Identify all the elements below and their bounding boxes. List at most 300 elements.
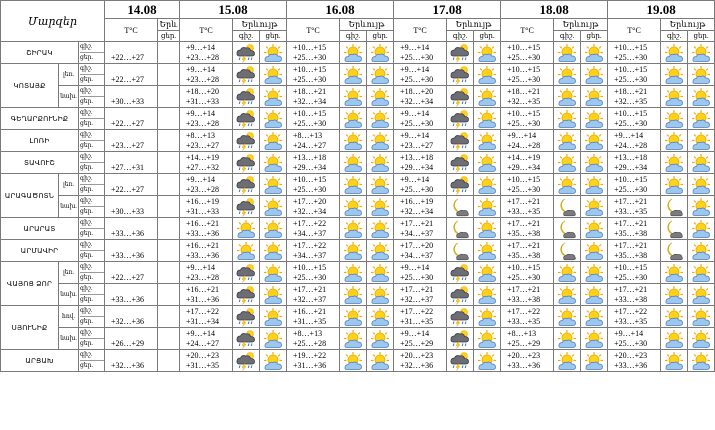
- temp-range: [608, 306, 661, 328]
- sun-cloud-icon: [581, 43, 607, 63]
- day-temp: +31…+33: [186, 206, 220, 216]
- weather-cell: [340, 174, 367, 196]
- night-temp: +17…+22: [186, 306, 220, 316]
- day-temp: +22…+27: [111, 184, 145, 194]
- temp-range: [608, 64, 661, 86]
- date-header: 15.08: [180, 1, 287, 19]
- night-temp: +16…+21: [186, 240, 220, 250]
- sun-cloud-icon: [474, 43, 500, 63]
- sun-cloud-icon: [554, 65, 580, 85]
- night-temp: +9…+14: [400, 174, 430, 184]
- day-temp: +24…+27: [186, 338, 220, 348]
- weather-header: Երևույթ: [554, 19, 608, 31]
- temp-range: [105, 130, 158, 152]
- sun-cloud-icon: [260, 65, 286, 85]
- day-temp: +25…+30: [507, 118, 541, 128]
- night-temp: +17…+21: [400, 218, 434, 228]
- night-temp: +9…+14: [614, 130, 644, 140]
- temp-range: [394, 218, 447, 240]
- night-temp: +17…+22: [400, 306, 434, 316]
- moon-cloud-icon: [661, 241, 687, 261]
- temp-range: [105, 152, 158, 174]
- weather-cell: [367, 152, 394, 174]
- zone-label: լեռ.: [59, 64, 79, 86]
- empty-cell: [158, 218, 180, 240]
- temp-range: [180, 130, 233, 152]
- day-temp: +29…+34: [614, 162, 648, 172]
- temp-range: [394, 42, 447, 64]
- day-temp: +25…+30: [507, 184, 541, 194]
- weather-cell: [688, 328, 715, 350]
- sun-cloud-icon: [367, 43, 393, 63]
- temp-range: [501, 108, 554, 130]
- temp-range: [608, 152, 661, 174]
- table-row: [1, 306, 715, 328]
- weather-cell: [661, 262, 688, 284]
- temp-range: [394, 86, 447, 108]
- night-temp: +16…+21: [186, 218, 220, 228]
- storm-cloud-icon: [233, 87, 259, 107]
- weather-cell: [340, 262, 367, 284]
- period-labels: [79, 130, 105, 152]
- night-temp: +9…+14: [186, 108, 216, 118]
- weather-cell: [367, 174, 394, 196]
- night-label: գիշ.: [80, 328, 104, 339]
- weather-cell: [340, 108, 367, 130]
- weather-cell: [688, 240, 715, 262]
- weather-cell: [688, 64, 715, 86]
- storm-cloud-icon: [447, 329, 473, 349]
- weather-cell: [661, 284, 688, 306]
- sun-cloud-icon: [340, 241, 366, 261]
- day-temp: +23…+28: [186, 74, 220, 84]
- temp-range: [105, 108, 158, 130]
- sun-cloud-icon: [367, 285, 393, 305]
- temp-range: [105, 262, 158, 284]
- night-temp: +10…+15: [614, 42, 648, 52]
- night-temp: +9…+14: [614, 328, 644, 338]
- zone-label: նախ.: [59, 284, 79, 306]
- day-temp: +25…+30: [400, 118, 434, 128]
- day-label: ցեր.: [80, 187, 93, 193]
- day-label: ցեր.: [80, 99, 93, 105]
- weather-cell: [447, 350, 474, 372]
- day-temp: +33…+35: [614, 206, 648, 216]
- night-temp: +10…+15: [507, 174, 541, 184]
- sun-cloud-icon: [260, 175, 286, 195]
- day-temp: +27…+31: [111, 162, 145, 172]
- weather-cell: [367, 262, 394, 284]
- weather-cell: [554, 174, 581, 196]
- period-labels: [79, 86, 105, 108]
- weather-cell: [581, 328, 608, 350]
- weather-cell: [367, 196, 394, 218]
- temp-range: [105, 240, 158, 262]
- sun-cloud-icon: [581, 263, 607, 283]
- sun-cloud-icon: [581, 307, 607, 327]
- weather-cell: [581, 42, 608, 64]
- weather-cell: [447, 130, 474, 152]
- temp-range: [501, 174, 554, 196]
- period-labels: [79, 42, 105, 64]
- weather-cell: [447, 174, 474, 196]
- day-subheader: ցեր.: [158, 31, 180, 42]
- sun-cloud-icon: [554, 307, 580, 327]
- day-temp: +32…+35: [614, 96, 648, 106]
- storm-cloud-icon: [447, 153, 473, 173]
- region-name: ԳԵՂԱՐՔՈՒՆԻՔ: [1, 108, 79, 130]
- sun-cloud-icon: [688, 65, 714, 85]
- moon-cloud-icon: [447, 197, 473, 217]
- sun-cloud-icon: [474, 175, 500, 195]
- table-row: [1, 174, 715, 196]
- weather-cell: [340, 240, 367, 262]
- weather-cell: [661, 152, 688, 174]
- temp-range: [287, 174, 340, 196]
- weather-cell: [581, 262, 608, 284]
- weather-cell: [233, 152, 260, 174]
- weather-cell: [260, 328, 287, 350]
- sun-cloud-icon: [554, 43, 580, 63]
- date-header: 16.08: [287, 1, 394, 19]
- storm-cloud-icon: [233, 65, 259, 85]
- weather-cell: [260, 284, 287, 306]
- sun-cloud-icon: [340, 65, 366, 85]
- sun-cloud-icon: [340, 197, 366, 217]
- temp-range: [180, 42, 233, 64]
- weather-cell: [581, 240, 608, 262]
- day-temp: +25…+30: [614, 118, 648, 128]
- day-temp: +32…+34: [400, 96, 434, 106]
- night-temp: +20…+23: [507, 350, 541, 360]
- weather-cell: [367, 328, 394, 350]
- sun-cloud-icon: [367, 307, 393, 327]
- weather-cell: [688, 86, 715, 108]
- day-temp: +30…+33: [111, 206, 145, 216]
- zone-label: նախ.: [59, 196, 79, 218]
- night-temp: +20…+23: [400, 350, 434, 360]
- zone-label: նախ.: [59, 86, 79, 108]
- temp-range: [394, 350, 447, 372]
- day-subheader: ցեր.: [688, 31, 715, 42]
- night-temp: +18…+20: [400, 86, 434, 96]
- night-temp: +17…+21: [614, 196, 648, 206]
- sun-cloud-icon: [233, 241, 259, 261]
- night-temp: +20…+23: [186, 350, 220, 360]
- weather-cell: [474, 130, 501, 152]
- period-labels: [79, 284, 105, 306]
- night-temp: +17…+21: [614, 284, 648, 294]
- storm-cloud-icon: [233, 43, 259, 63]
- weather-cell: [447, 108, 474, 130]
- night-temp: +9…+14: [186, 328, 216, 338]
- sun-cloud-icon: [661, 109, 687, 129]
- sun-cloud-icon: [260, 263, 286, 283]
- storm-cloud-icon: [447, 351, 473, 371]
- sun-cloud-icon: [554, 153, 580, 173]
- sun-cloud-icon: [688, 351, 714, 371]
- temp-range: [180, 350, 233, 372]
- sun-cloud-icon: [260, 219, 286, 239]
- sun-cloud-icon: [581, 153, 607, 173]
- storm-cloud-icon: [233, 197, 259, 217]
- night-temp: +10…+15: [507, 108, 541, 118]
- sun-cloud-icon: [688, 43, 714, 63]
- weather-cell: [554, 218, 581, 240]
- zone-label: հով.: [59, 306, 79, 328]
- sun-cloud-icon: [340, 263, 366, 283]
- weather-cell: [554, 86, 581, 108]
- zone-label: լեռ.: [59, 262, 79, 284]
- night-subheader: գիշ.: [447, 31, 474, 42]
- weather-cell: [554, 350, 581, 372]
- weather-cell: [688, 130, 715, 152]
- weather-cell: [474, 174, 501, 196]
- temp-range: [394, 262, 447, 284]
- sun-cloud-icon: [688, 109, 714, 129]
- day-temp: +23…+27: [111, 140, 145, 150]
- temp-range: [287, 284, 340, 306]
- weather-cell: [554, 240, 581, 262]
- weather-cell: [260, 174, 287, 196]
- sun-cloud-icon: [340, 153, 366, 173]
- day-temp: +24…+27: [293, 140, 327, 150]
- sun-cloud-icon: [260, 43, 286, 63]
- weather-cell: [233, 130, 260, 152]
- weather-cell: [340, 196, 367, 218]
- temp-range: [105, 328, 158, 350]
- sun-cloud-icon: [474, 241, 500, 261]
- day-subheader: ցեր.: [474, 31, 501, 42]
- day-label: ցեր.: [80, 143, 93, 149]
- night-temp: +17…+21: [507, 284, 541, 294]
- weather-cell: [688, 152, 715, 174]
- night-label: գիշ.: [80, 42, 104, 53]
- weather-cell: [367, 240, 394, 262]
- night-temp: +14…+19: [186, 152, 220, 162]
- night-temp: +20…+23: [614, 350, 648, 360]
- day-temp: +35…+38: [507, 250, 541, 260]
- temp-range: [180, 262, 233, 284]
- day-label: ցեր.: [80, 165, 93, 171]
- temp-range: [501, 196, 554, 218]
- storm-cloud-icon: [233, 263, 259, 283]
- night-label: գիշ.: [80, 108, 104, 119]
- weather-cell: [233, 284, 260, 306]
- weather-cell: [447, 328, 474, 350]
- day-temp: +22…+27: [111, 272, 145, 282]
- night-temp: +18…+20: [186, 86, 220, 96]
- temp-header: T°C: [287, 19, 340, 42]
- temp-range: [501, 306, 554, 328]
- storm-cloud-icon: [233, 307, 259, 327]
- weather-cell: [554, 306, 581, 328]
- table-row: [1, 284, 715, 306]
- weather-cell: [233, 306, 260, 328]
- night-temp: +9…+14: [400, 328, 430, 338]
- day-temp: +25…+30: [614, 74, 648, 84]
- temp-range: [105, 306, 158, 328]
- temp-range: [608, 218, 661, 240]
- temp-range: [394, 108, 447, 130]
- temp-range: [105, 218, 158, 240]
- night-temp: +17…+21: [507, 240, 541, 250]
- region-name: ԿՈՏԱՅՔ: [1, 64, 59, 108]
- sun-cloud-icon: [661, 307, 687, 327]
- sun-cloud-icon: [260, 131, 286, 151]
- weather-cell: [260, 108, 287, 130]
- day-temp: +33…+36: [186, 228, 220, 238]
- temp-range: [501, 240, 554, 262]
- moon-cloud-icon: [554, 241, 580, 261]
- empty-cell: [158, 306, 180, 328]
- day-label: ցեր.: [80, 209, 93, 215]
- weather-cell: [688, 42, 715, 64]
- weather-cell: [260, 262, 287, 284]
- night-temp: +10…+15: [293, 64, 327, 74]
- storm-cloud-icon: [233, 175, 259, 195]
- day-temp: +25…+28: [293, 338, 327, 348]
- storm-cloud-icon: [447, 131, 473, 151]
- day-temp: +24…+28: [614, 140, 648, 150]
- storm-cloud-icon: [233, 285, 259, 305]
- day-temp: +26…+29: [111, 338, 145, 348]
- sun-cloud-icon: [260, 285, 286, 305]
- weather-cell: [260, 196, 287, 218]
- sun-cloud-icon: [688, 307, 714, 327]
- sun-cloud-icon: [581, 109, 607, 129]
- region-name: ՍՅՈՒՆԻՔ: [1, 306, 59, 350]
- day-label: ցեր.: [80, 253, 93, 259]
- zone-label: լեռ.: [59, 174, 79, 196]
- day-temp: +33…+36: [507, 360, 541, 370]
- day-temp: +25…+30: [293, 272, 327, 282]
- weather-cell: [233, 86, 260, 108]
- sun-cloud-icon: [661, 131, 687, 151]
- day-temp: +33…+36: [111, 294, 145, 304]
- day-temp: +32…+34: [293, 206, 327, 216]
- day-temp: +35…+38: [614, 228, 648, 238]
- night-label: գիշ.: [80, 174, 104, 185]
- period-labels: [79, 328, 105, 350]
- weather-cell: [340, 130, 367, 152]
- sun-cloud-icon: [340, 109, 366, 129]
- moon-cloud-icon: [554, 219, 580, 239]
- weather-cell: [661, 240, 688, 262]
- night-subheader: գիշ.: [233, 31, 260, 42]
- day-temp: +32…+36: [111, 360, 145, 370]
- day-temp: +31…+35: [400, 316, 434, 326]
- weather-cell: [554, 130, 581, 152]
- weather-cell: [340, 328, 367, 350]
- table-row: [1, 152, 715, 174]
- sun-cloud-icon: [581, 175, 607, 195]
- sun-cloud-icon: [340, 285, 366, 305]
- temp-range: [287, 86, 340, 108]
- sun-cloud-icon: [554, 285, 580, 305]
- empty-cell: [158, 174, 180, 196]
- night-temp: +9…+14: [400, 108, 430, 118]
- weather-cell: [447, 284, 474, 306]
- temp-range: [608, 240, 661, 262]
- night-temp: +10…+15: [614, 174, 648, 184]
- weather-cell: [554, 328, 581, 350]
- empty-cell: [158, 108, 180, 130]
- weather-cell: [233, 108, 260, 130]
- day-temp: +31…+35: [293, 316, 327, 326]
- period-labels: [79, 306, 105, 328]
- sun-cloud-icon: [474, 263, 500, 283]
- night-temp: +17…+21: [293, 284, 327, 294]
- night-temp: +17…+22: [293, 218, 327, 228]
- temp-range: [501, 86, 554, 108]
- weather-cell: [581, 86, 608, 108]
- sun-cloud-icon: [367, 87, 393, 107]
- weather-cell: [474, 350, 501, 372]
- temp-range: [105, 350, 158, 372]
- day-temp: +31…+36: [293, 360, 327, 370]
- weather-cell: [554, 262, 581, 284]
- day-temp: +30…+33: [111, 96, 145, 106]
- weather-cell: [688, 350, 715, 372]
- table-row: [1, 196, 715, 218]
- night-label: գիշ.: [80, 86, 104, 97]
- sun-cloud-icon: [661, 329, 687, 349]
- sun-cloud-icon: [474, 109, 500, 129]
- sun-cloud-icon: [260, 109, 286, 129]
- sun-cloud-icon: [260, 329, 286, 349]
- night-temp: +17…+22: [614, 306, 648, 316]
- temp-range: [608, 174, 661, 196]
- sun-cloud-icon: [474, 307, 500, 327]
- sun-cloud-icon: [474, 153, 500, 173]
- temp-range: [180, 240, 233, 262]
- weather-cell: [474, 218, 501, 240]
- sun-cloud-icon: [581, 285, 607, 305]
- weather-cell: [340, 218, 367, 240]
- day-temp: +25…+30: [293, 118, 327, 128]
- period-labels: [79, 64, 105, 86]
- storm-cloud-icon: [447, 109, 473, 129]
- storm-cloud-icon: [447, 175, 473, 195]
- weather-cell: [340, 42, 367, 64]
- temp-range: [180, 196, 233, 218]
- night-subheader: գիշ.: [661, 31, 688, 42]
- weather-cell: [367, 86, 394, 108]
- temp-range: [394, 174, 447, 196]
- day-temp: +31…+34: [186, 316, 220, 326]
- sun-cloud-icon: [367, 329, 393, 349]
- day-temp: +23…+27: [186, 140, 220, 150]
- day-subheader: ցեր.: [260, 31, 287, 42]
- night-label: գիշ.: [80, 64, 104, 75]
- night-label: գիշ.: [80, 218, 104, 229]
- sun-cloud-icon: [260, 241, 286, 261]
- period-labels: [79, 108, 105, 130]
- weather-cell: [447, 64, 474, 86]
- night-label: գիշ.: [80, 240, 104, 251]
- night-temp: +10…+15: [293, 108, 327, 118]
- weather-cell: [260, 86, 287, 108]
- weather-cell: [233, 196, 260, 218]
- weather-cell: [661, 108, 688, 130]
- sun-cloud-icon: [661, 87, 687, 107]
- weather-cell: [233, 328, 260, 350]
- weather-cell: [340, 284, 367, 306]
- temp-range: [394, 196, 447, 218]
- storm-cloud-icon: [447, 87, 473, 107]
- sun-cloud-icon: [581, 241, 607, 261]
